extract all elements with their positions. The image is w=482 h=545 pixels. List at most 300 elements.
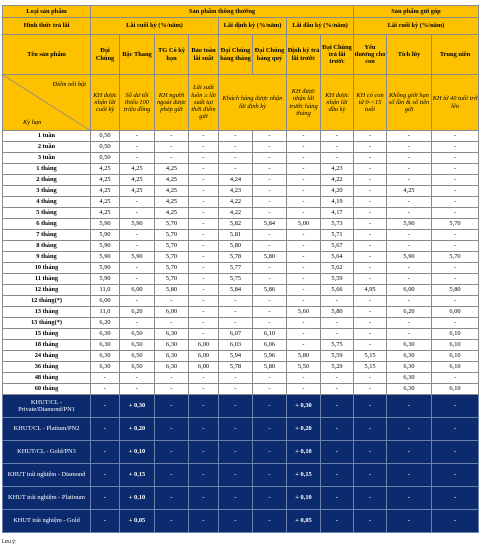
rate-cell: - [219, 296, 253, 307]
product-feature-3: Lãi suất luôn ≥ lãi suất tại thời điểm gửi [189, 75, 219, 131]
term-cell: 15 tháng [3, 329, 91, 340]
rate-cell: - [287, 208, 321, 219]
rate-cell: 5,84 [253, 219, 287, 230]
bonus-cell: - [354, 510, 387, 533]
rate-cell: - [155, 318, 189, 329]
rate-cell: 4,25 [155, 175, 189, 186]
product-feature-7: KH có con từ 0-<15 tuổi [354, 75, 387, 131]
bonus-cell: - [387, 510, 432, 533]
rate-cell: - [189, 296, 219, 307]
rate-row [3, 208, 479, 219]
rate-cell: 5,90 [91, 252, 120, 263]
rate-cell: 6,10 [432, 329, 479, 340]
bonus-cell: - [321, 395, 354, 418]
rate-cell: - [120, 296, 155, 307]
bonus-cell: - [432, 487, 479, 510]
rate-cell: - [432, 241, 479, 252]
rate-cell: - [387, 208, 432, 219]
rate-cell: - [321, 142, 354, 153]
footnote: Lưu ý: [2, 539, 17, 545]
rate-cell: - [219, 142, 253, 153]
rate-cell: 4,22 [219, 208, 253, 219]
rate-cell: 5,90 [91, 263, 120, 274]
regular-products-header: Sản phẩm thông thường [91, 6, 354, 18]
rate-cell: 5,78 [219, 362, 253, 373]
rate-cell: - [432, 296, 479, 307]
term-cell: 60 tháng [3, 384, 91, 395]
rate-cell: 6,30 [387, 340, 432, 351]
rate-cell: - [387, 153, 432, 164]
product-name-7: Đại Chúng trả lãi trước [321, 35, 354, 75]
rate-cell: - [91, 384, 120, 395]
rate-cell: 6,00 [189, 340, 219, 351]
term-cell: 36 tháng [3, 362, 91, 373]
rate-cell: 5,15 [354, 351, 387, 362]
bonus-cell: - [432, 395, 479, 418]
rate-cell: 6,30 [91, 351, 120, 362]
rate-cell: 5,94 [219, 351, 253, 362]
term-cell: 24 tháng [3, 351, 91, 362]
rate-cell: - [253, 373, 287, 384]
term-cell: 6 tháng [3, 219, 91, 230]
rate-cell: 5,90 [91, 241, 120, 252]
rate-cell: - [354, 373, 387, 384]
rate-cell: - [120, 263, 155, 274]
rate-cell: 5,90 [91, 274, 120, 285]
rate-cell: 5,70 [155, 241, 189, 252]
rate-cell: 5,00 [287, 219, 321, 230]
rate-cell: - [354, 230, 387, 241]
rate-cell: - [354, 340, 387, 351]
rate-cell: 5,70 [155, 230, 189, 241]
term-cell: 9 tháng [3, 252, 91, 263]
rate-cell: 6,30 [387, 373, 432, 384]
rate-cell: - [387, 131, 432, 142]
rate-cell: 6,30 [387, 351, 432, 362]
bonus-cell: - [155, 441, 189, 464]
rate-cell: - [432, 197, 479, 208]
rate-cell: 4,25 [155, 208, 189, 219]
rate-cell: - [219, 307, 253, 318]
rate-row [3, 164, 479, 175]
bonus-cell: - [253, 441, 287, 464]
rate-cell: 5,80 [287, 351, 321, 362]
rate-cell: 5,80 [155, 285, 189, 296]
rate-cell: 5,67 [321, 241, 354, 252]
rate-cell: - [219, 153, 253, 164]
rate-cell: - [287, 263, 321, 274]
rate-cell: 4,23 [219, 186, 253, 197]
rate-cell: - [354, 153, 387, 164]
rate-cell: - [354, 241, 387, 252]
rate-cell: - [432, 131, 479, 142]
bonus-cell: - [253, 395, 287, 418]
term-cell: 1 tháng [3, 164, 91, 175]
rate-cell: 6,00 [432, 307, 479, 318]
rate-row [3, 285, 479, 296]
rate-row [3, 230, 479, 241]
rate-cell: - [189, 230, 219, 241]
bonus-cell: + 0,10 [120, 487, 155, 510]
bonus-cell: - [91, 510, 120, 533]
rate-cell: - [432, 142, 479, 153]
bonus-cell: - [189, 395, 219, 418]
bonus-cell: - [219, 395, 253, 418]
rate-cell: 4,25 [91, 208, 120, 219]
rate-cell: 0,50 [91, 142, 120, 153]
rate-cell: - [120, 373, 155, 384]
bonus-cell: - [354, 487, 387, 510]
rate-cell: 6,10 [432, 384, 479, 395]
rate-cell: 6,10 [432, 362, 479, 373]
product-name-9: Tích lũy [387, 35, 432, 75]
bonus-label: KHUT/CL - Gold/PN3 [3, 441, 91, 464]
bonus-cell: - [253, 487, 287, 510]
bonus-cell: - [189, 487, 219, 510]
bonus-cell: - [219, 487, 253, 510]
rate-cell: 6,00 [120, 285, 155, 296]
bonus-cell: + 0,15 [287, 464, 321, 487]
rate-cell: - [287, 142, 321, 153]
rate-cell: - [120, 142, 155, 153]
rate-cell: 4,25 [91, 197, 120, 208]
rate-cell: - [321, 329, 354, 340]
rate-cell: - [253, 131, 287, 142]
rate-cell: 5,90 [120, 219, 155, 230]
rate-cell: - [189, 285, 219, 296]
term-cell: 18 tháng [3, 340, 91, 351]
bonus-cell: - [354, 418, 387, 441]
rate-cell: - [189, 164, 219, 175]
rate-cell: - [354, 307, 387, 318]
rate-cell: 6,10 [432, 351, 479, 362]
rate-cell: 5,70 [432, 219, 479, 230]
term-cell: 8 tháng [3, 241, 91, 252]
rate-cell: - [387, 274, 432, 285]
rate-cell: - [219, 164, 253, 175]
rate-cell: 4,24 [219, 175, 253, 186]
rate-cell: 6,00 [387, 285, 432, 296]
rate-cell: 6,50 [120, 362, 155, 373]
rate-cell: 5,90 [91, 219, 120, 230]
rate-cell: - [321, 131, 354, 142]
bonus-cell: - [387, 464, 432, 487]
bonus-cell: - [155, 487, 189, 510]
rate-cell: 6,30 [387, 384, 432, 395]
rate-cell: - [287, 384, 321, 395]
product-feature-2: KH người ngoài được phép gửi [155, 75, 189, 131]
rate-cell: 5,78 [219, 252, 253, 263]
rate-cell: 5,59 [321, 274, 354, 285]
rate-cell: - [253, 241, 287, 252]
bonus-cell: - [354, 395, 387, 418]
bonus-cell: - [91, 418, 120, 441]
product-name-3: Bảo toàn lãi suất [189, 35, 219, 75]
product-name-10: Trung niên [432, 35, 479, 75]
bonus-cell: - [219, 510, 253, 533]
product-feature-6: KH được nhận lãi đầu kỳ [321, 75, 354, 131]
bonus-cell: + 0,05 [120, 510, 155, 533]
rate-cell: 5,86 [253, 285, 287, 296]
highlight-label: Điểm nổi bật [52, 81, 86, 88]
rate-cell: 6,50 [120, 351, 155, 362]
rate-cell: 6,30 [155, 351, 189, 362]
bonus-cell: - [155, 418, 189, 441]
rate-cell: - [287, 318, 321, 329]
bonus-cell: - [321, 464, 354, 487]
rate-row [3, 351, 479, 362]
rate-cell: - [120, 197, 155, 208]
bonus-label: KHUT trải nghiệm - Gold [3, 510, 91, 533]
term-cell: 2 tuần [3, 142, 91, 153]
rate-cell: - [189, 175, 219, 186]
bonus-cell: - [321, 487, 354, 510]
rate-cell: 6,30 [91, 329, 120, 340]
rate-row [3, 274, 479, 285]
rate-cell: - [354, 164, 387, 175]
rate-cell: - [219, 373, 253, 384]
rate-cell: - [354, 197, 387, 208]
interest-rate-table [2, 5, 479, 533]
rate-cell: - [155, 373, 189, 384]
rate-cell: 5,71 [321, 230, 354, 241]
rate-cell: 0,50 [91, 153, 120, 164]
rate-cell: - [354, 252, 387, 263]
rate-cell: - [354, 219, 387, 230]
rate-cell: - [387, 230, 432, 241]
rate-cell: - [155, 131, 189, 142]
bonus-cell: - [321, 441, 354, 464]
bonus-row [3, 464, 479, 487]
bonus-cell: + 0,10 [287, 441, 321, 464]
bonus-label: KHUT trải nghiệm - Diamond [3, 464, 91, 487]
bonus-cell: - [219, 418, 253, 441]
rate-cell: - [432, 186, 479, 197]
rate-cell: 6,30 [155, 340, 189, 351]
rate-cell: 6,30 [155, 329, 189, 340]
rate-cell: - [287, 329, 321, 340]
bonus-cell: + 0,30 [120, 395, 155, 418]
rate-cell: 5,59 [321, 351, 354, 362]
term-cell: 3 tháng [3, 186, 91, 197]
payment-method-header: Hình thức trả lãi [3, 18, 91, 35]
rate-cell: - [253, 230, 287, 241]
rate-cell: - [287, 197, 321, 208]
rate-cell: 6,06 [253, 340, 287, 351]
bonus-label: KHUT/CL - Platium/PN2 [3, 418, 91, 441]
rate-cell: - [189, 384, 219, 395]
rate-row [3, 252, 479, 263]
bonus-cell: - [432, 464, 479, 487]
rate-cell: - [189, 318, 219, 329]
rate-cell: - [189, 274, 219, 285]
rate-row [3, 329, 479, 340]
product-type-header: Loại sản phẩm [3, 6, 91, 18]
rate-row [3, 263, 479, 274]
rate-cell: - [253, 175, 287, 186]
rate-row [3, 186, 479, 197]
bonus-cell: - [91, 395, 120, 418]
rate-cell: 5,90 [387, 219, 432, 230]
rate-cell: - [189, 373, 219, 384]
rate-cell: - [287, 274, 321, 285]
rate-cell: 5,66 [321, 285, 354, 296]
rate-cell: - [155, 384, 189, 395]
rate-cell: - [91, 373, 120, 384]
rate-cell: 6,07 [219, 329, 253, 340]
bonus-cell: - [219, 464, 253, 487]
rate-cell: 5,75 [321, 340, 354, 351]
rate-row [3, 142, 479, 153]
bonus-cell: - [219, 441, 253, 464]
rate-cell: - [120, 384, 155, 395]
bonus-cell: - [321, 418, 354, 441]
rate-cell: - [287, 296, 321, 307]
rate-cell: - [189, 329, 219, 340]
rate-cell: 5,75 [219, 274, 253, 285]
rate-cell: - [189, 131, 219, 142]
pay-upfront-header: Lãi đầu kỳ (%/năm) [287, 18, 354, 35]
rate-cell: - [189, 219, 219, 230]
bonus-cell: + 0,30 [287, 395, 321, 418]
pay-periodic-header: Lãi định kỳ (%/năm) [219, 18, 287, 35]
rate-cell: 4,23 [321, 164, 354, 175]
rate-cell: - [189, 208, 219, 219]
rate-cell: - [219, 384, 253, 395]
bonus-cell: - [253, 464, 287, 487]
rate-cell: - [387, 296, 432, 307]
bonus-cell: + 0,15 [120, 464, 155, 487]
rate-cell: - [189, 241, 219, 252]
rate-cell: - [189, 186, 219, 197]
rate-cell: - [432, 208, 479, 219]
rate-cell: 5,70 [155, 263, 189, 274]
bonus-cell: - [387, 441, 432, 464]
rate-cell: - [287, 175, 321, 186]
rate-cell: 4,25 [91, 175, 120, 186]
rate-cell: 5,80 [219, 241, 253, 252]
rate-cell: 6,20 [387, 307, 432, 318]
rate-cell: 5,70 [155, 252, 189, 263]
rate-cell: - [120, 230, 155, 241]
rate-row [3, 307, 479, 318]
rate-cell: 5,29 [321, 362, 354, 373]
rate-cell: 4,20 [321, 186, 354, 197]
rate-cell: - [253, 197, 287, 208]
rate-cell: 4,25 [120, 164, 155, 175]
rate-cell: - [387, 197, 432, 208]
bonus-cell: - [155, 464, 189, 487]
rate-row [3, 131, 479, 142]
rate-cell: - [387, 318, 432, 329]
rate-cell: - [287, 153, 321, 164]
rate-cell: - [354, 175, 387, 186]
product-name-0: Đại Chúng [91, 35, 120, 75]
rate-cell: - [219, 318, 253, 329]
rate-cell: - [387, 329, 432, 340]
rate-cell: - [432, 373, 479, 384]
product-feature-5: KH được nhận lãi trước hàng tháng [287, 75, 321, 131]
rate-cell: 6,30 [155, 362, 189, 373]
rate-cell: - [387, 241, 432, 252]
term-cell: 2 tháng [3, 175, 91, 186]
rate-cell: 4,25 [91, 186, 120, 197]
rate-cell: - [120, 153, 155, 164]
rate-cell: - [253, 153, 287, 164]
bonus-row [3, 510, 479, 533]
bonus-cell: + 0,05 [287, 510, 321, 533]
product-name-8: Yêu thương cho con [354, 35, 387, 75]
rate-cell: - [253, 186, 287, 197]
bonus-row [3, 487, 479, 510]
rate-cell: 5,70 [432, 252, 479, 263]
rate-cell: - [432, 153, 479, 164]
rate-cell: 5,80 [432, 285, 479, 296]
rate-cell: - [253, 274, 287, 285]
term-cell: 1 tuần [3, 131, 91, 142]
rate-cell: 6,20 [91, 318, 120, 329]
rate-cell: - [387, 175, 432, 186]
rate-cell: 4,22 [321, 175, 354, 186]
bonus-cell: - [155, 510, 189, 533]
term-cell: 11 tháng [3, 274, 91, 285]
bonus-cell: - [321, 510, 354, 533]
pay-end-header: Lãi cuối kỳ (%/năm) [91, 18, 219, 35]
rate-cell: 6,30 [91, 340, 120, 351]
rate-cell: 5,96 [253, 351, 287, 362]
rate-cell: - [321, 384, 354, 395]
rate-cell: - [354, 384, 387, 395]
rate-row [3, 296, 479, 307]
rate-cell: 5,90 [91, 230, 120, 241]
interest-rate-table-container [2, 5, 479, 533]
rate-cell: - [253, 307, 287, 318]
rate-cell: 4,25 [91, 164, 120, 175]
rate-cell: 11,0 [91, 285, 120, 296]
rate-cell: - [189, 307, 219, 318]
rate-cell: 4,22 [219, 197, 253, 208]
rate-cell: - [120, 131, 155, 142]
bonus-cell: - [189, 441, 219, 464]
rate-cell: 6,00 [189, 351, 219, 362]
rate-cell: - [253, 164, 287, 175]
product-feature-8: Không giới hạn số lần & số tiền gửi [387, 75, 432, 131]
rate-cell: 5,81 [219, 230, 253, 241]
bonus-cell: - [432, 441, 479, 464]
product-name-header: Tên sản phẩm [3, 35, 91, 75]
rate-cell: - [321, 296, 354, 307]
bonus-cell: + 0,20 [287, 418, 321, 441]
bonus-cell: - [354, 441, 387, 464]
bonus-cell: - [91, 464, 120, 487]
term-cell: 5 tháng [3, 208, 91, 219]
rate-cell: - [155, 142, 189, 153]
savings-products-header: Sản phẩm gửi góp [354, 6, 479, 18]
rate-cell: - [253, 142, 287, 153]
bonus-cell: + 0,10 [287, 487, 321, 510]
rate-cell: - [120, 318, 155, 329]
term-label: Kỳ hạn [23, 118, 42, 126]
rate-cell: - [387, 263, 432, 274]
rate-cell: - [189, 252, 219, 263]
bonus-label: KHUT trải nghiệm - Platinum [3, 487, 91, 510]
rate-row [3, 318, 479, 329]
rate-cell: - [120, 274, 155, 285]
rate-cell: 6,00 [155, 307, 189, 318]
bonus-cell: - [387, 487, 432, 510]
rate-cell: - [253, 296, 287, 307]
bonus-cell: + 0,10 [120, 441, 155, 464]
